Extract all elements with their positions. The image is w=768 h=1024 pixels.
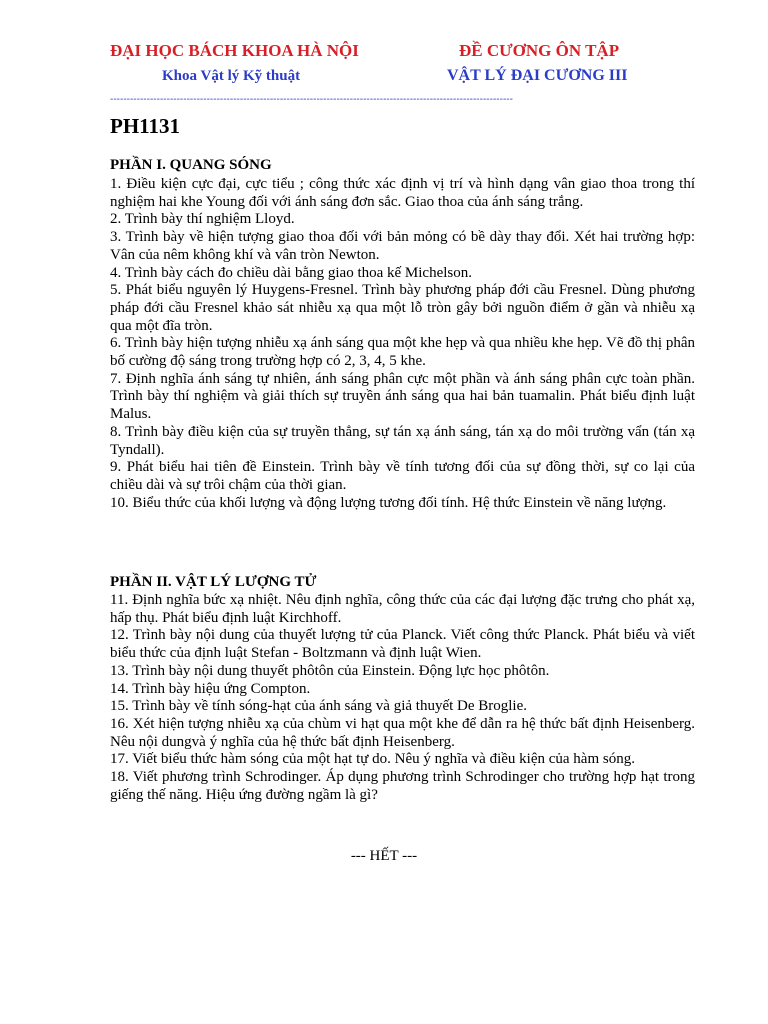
subject-name: VẬT LÝ ĐẠI CƯƠNG III (447, 67, 628, 84)
question-item: 10. Biểu thức của khối lượng và động lượng tương đối tính. Hệ thức Einstein về năng lượng. (110, 494, 667, 511)
question-item: 15. Trình bày về tính sóng-hạt của ánh sáng và giả thuyết De Broglie. (110, 698, 528, 715)
question-item: 6. Trình bày hiện tượng nhiễu xạ ánh sáng qua một khe hẹp và qua nhiều khe hẹp. Vẽ đồ thị phân bố cường độ sáng trong trường hợp có 2, 3, 4, 5 khe. (110, 335, 695, 370)
question-item: 2. Trình bày thí nghiệm Lloyd. (110, 211, 295, 228)
question-item: 12. Trình bày nội dung của thuyết lượng tử của Planck. Viết công thức Planck. Phát biểu và viết biểu thức của định luật Stefan - Boltzmann và định luật Wien. (110, 627, 695, 662)
question-item: 18. Viết phương trình Schrodinger. Áp dụng phương trình Schrodinger cho trường hợp hạt trong giếng thế năng. Hiệu ứng đường ngầm là gì? (110, 769, 695, 803)
question-item: 17. Viết biểu thức hàm sóng của một hạt tự do. Nêu ý nghĩa và điều kiện của hàm sóng. (110, 751, 635, 768)
header-divider: ------------------------------------------------------------------------------------------------------------------------- (110, 95, 513, 105)
question-item: 5. Phát biểu nguyên lý Huygens-Fresnel. Trình bày phương pháp đới cầu Fresnel. Dùng phương pháp đới cầu Fresnel khảo sát nhiễu xạ qua một lỗ tròn gây bởi nguồn điểm ở gần và nhiễu xạ qua một đĩa tròn. (110, 282, 695, 334)
question-item: 4. Trình bày cách đo chiều dài bằng giao thoa kế Michelson. (110, 264, 473, 281)
department-name: Khoa Vật lý Kỹ thuật (162, 68, 301, 84)
part1-question-list (110, 176, 695, 512)
question-item: 7. Định nghĩa ánh sáng tự nhiên, ánh sáng phân cực một phần và ánh sáng phân cực toàn phần. Trình bày thí nghiệm và giải thích sự truyền ánh sáng qua hai bản tuamalin. Phát biểu định luật Malus. (110, 370, 695, 423)
part1-title: PHẦN I. QUANG SÓNG (110, 157, 272, 173)
end-marker: --- HẾT --- (350, 848, 418, 864)
question-item: 1. Điều kiện cực đại, cực tiểu ; công thức xác định vị trí và hình dạng vân giao thoa trong thí nghiệm hai khe Young đối với ánh sáng đơn sắc. Giao thoa của ánh sáng trắng. (110, 176, 695, 210)
question-item: 16. Xét hiện tượng nhiễu xạ của chùm vi hạt qua một khe để dẫn ra hệ thức bất định Heisenberg. Nêu nội dungvà ý nghĩa của hệ thức bất định Heisenberg. (110, 715, 695, 750)
question-item: 13. Trình bày nội dung thuyết phôtôn của Einstein. Động lực học phôtôn. (110, 662, 550, 679)
university-name: ĐẠI HỌC BÁCH KHOA HÀ NỘI (110, 41, 359, 60)
question-item: 8. Trình bày điều kiện của sự truyền thẳng, sự tán xạ ánh sáng, tán xạ do môi trường vẩn (tán xạ Tyndall). (110, 423, 695, 458)
course-code: PH1131 (110, 114, 181, 138)
question-item: 11. Định nghĩa bức xạ nhiệt. Nêu định nghĩa, công thức của các đại lượng đặc trưng cho phát xạ, hấp thụ. Phát biểu định luật Kirchhoff. (110, 592, 695, 626)
part2-title: PHẦN II. VẬT LÝ LƯỢNG TỬ (110, 574, 317, 590)
document-type: ĐỀ CƯƠNG ÔN TẬP (459, 41, 620, 60)
question-item: 3. Trình bày về hiện tượng giao thoa đối với bản mỏng có bề dày thay đổi. Xét hai trường hợp: Vân của nêm không khí và vân tròn Newton. (110, 229, 695, 263)
question-item: 14. Trình bày hiệu ứng Compton. (110, 680, 311, 697)
question-item: 9. Phát biểu hai tiên đề Einstein. Trình bày về tính tương đối của sự đồng thời, sự co lại của chiều dài và sự trôi chậm của thời gian. (110, 459, 695, 493)
part2-question-list (110, 592, 695, 804)
